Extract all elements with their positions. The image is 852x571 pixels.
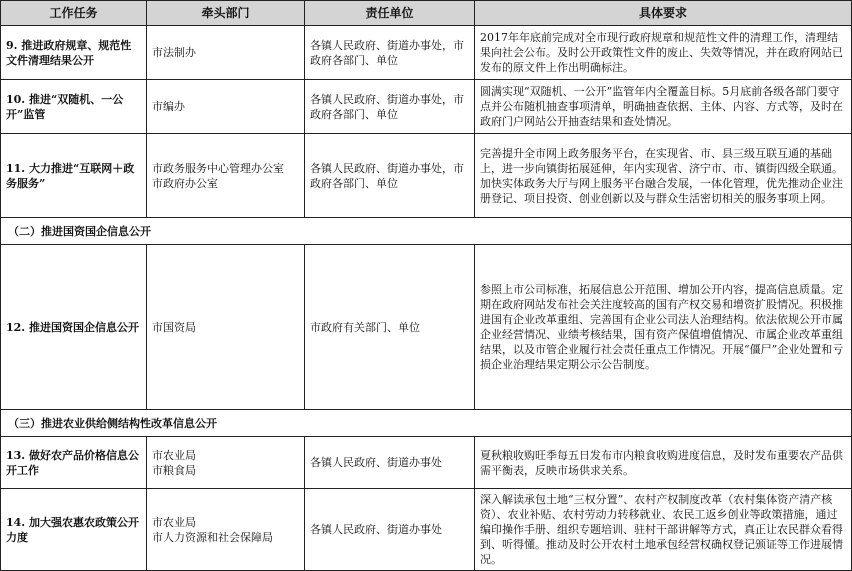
req-cell: 2017年年底前完成对全市现行政府规章和规范性文件的清理工作，清理结果向社会公布。及时公开政策性文件的废止、失效等情况，并在政府网站已发布的原文件上作出明确标注。 (475, 26, 852, 80)
dept-cell: 市编办 (147, 80, 305, 134)
unit-cell: 各镇人民政府、街道办事处，市政府各部门、单位 (305, 80, 475, 134)
dept-cell: 市国资局 (147, 245, 305, 410)
dept-line: 市人力资源和社会保障局 (152, 530, 273, 544)
header-req: 具体要求 (475, 1, 852, 26)
dept-cell (147, 437, 305, 489)
req-cell: 深入解读承包土地“三权分置”、农村产权制度改革（农村集体资产清产核资）、农业补贴、农村劳动力转移就业、农民工返乡创业等政策措施，通过编印操作手册、组织专题培训、驻村干部讲解等方式，真正让农民群众看得到、听得懂。推动及时公开农村土地承包经营权确权登记颁证等工作进展情况。 (475, 489, 852, 571)
header-unit: 责任单位 (305, 1, 475, 26)
section-row (1, 218, 852, 245)
dept-line: 市农业局 (152, 448, 196, 462)
dept-line: 市农业局 (152, 515, 196, 529)
task-cell: 13. 做好农产品价格信息公开工作 (1, 437, 147, 489)
section-row (1, 410, 852, 437)
header-task: 工作任务 (1, 1, 147, 26)
unit-cell: 各镇人民政府、街道办事处 (305, 489, 475, 571)
section-title: （二）推进国资国企信息公开 (1, 218, 852, 245)
table-row (1, 26, 852, 80)
dept-line: 市政务服务中心管理办公室 (152, 161, 284, 175)
table-row (1, 245, 852, 410)
task-cell: 12. 推进国资国企信息公开 (1, 245, 147, 410)
req-cell: 圆满实现“双随机、一公开”监管年内全覆盖目标。5月底前各级各部门要守点并公布随机抽查事项清单，明确抽查依据、主体、内容、方式等，及时在政府门户网站公开抽查结果和查处情况。 (475, 80, 852, 134)
req-cell: 夏秋粮收购旺季每五日发布市内粮食收购进度信息，及时发布重要农产品供需平衡表，反映市场供求关系。 (475, 437, 852, 489)
task-cell: 10. 推进“双随机、一公开”监管 (1, 80, 147, 134)
table-row (1, 437, 852, 489)
section-title: （三）推进农业供给侧结构性改革信息公开 (1, 410, 852, 437)
dept-line: 市政府办公室 (152, 176, 218, 190)
task-cell: 11. 大力推进“互联网＋政务服务” (1, 134, 147, 218)
task-cell: 9. 推进政府规章、规范性文件清理结果公开 (1, 26, 147, 80)
table-row (1, 134, 852, 218)
table-header-row (1, 1, 852, 26)
dept-cell: 市法制办 (147, 26, 305, 80)
req-cell: 参照上市公司标准，拓展信息公开范围、增加公开内容，提高信息质量。定期在政府网站发布社会关注度较高的国有产权交易和增资扩股情况。积极推进国有企业改革重组、完善国有企业公司法人治理结构。依法依规公开市属企业经营情况、业绩考核结果，国有资产保值增值情况、市属企业改革重组结果，以及市管企业履行社会责任重点工作情况。开展“僵尸”企业处置和亏损企业治理结果定期公示公告制度。 (475, 245, 852, 410)
dept-cell (147, 489, 305, 571)
req-cell: 完善提升全市网上政务服务平台，在实现省、市、县三级互联互通的基础上，进一步向镇街拓展延伸，年内实现省、济宁市、市、镇街四级全联通。加快实体政务大厅与网上服务平台融合发展，一体化管理，优先推动企业注册登记、项目投资、创业创新以及与群众生活密切相关的服务事项上网。 (475, 134, 852, 218)
table-row (1, 80, 852, 134)
table-row (1, 489, 852, 571)
unit-cell: 各镇人民政府、街道办事处，市政府各部门、单位 (305, 134, 475, 218)
dept-line: 市粮食局 (152, 463, 196, 477)
unit-cell: 各镇人民政府、街道办事处 (305, 437, 475, 489)
task-cell: 14. 加大强农惠农政策公开力度 (1, 489, 147, 571)
unit-cell: 市政府有关部门、单位 (305, 245, 475, 410)
dept-cell (147, 134, 305, 218)
header-dept: 牵头部门 (147, 1, 305, 26)
unit-cell: 各镇人民政府、街道办事处，市政府各部门、单位 (305, 26, 475, 80)
